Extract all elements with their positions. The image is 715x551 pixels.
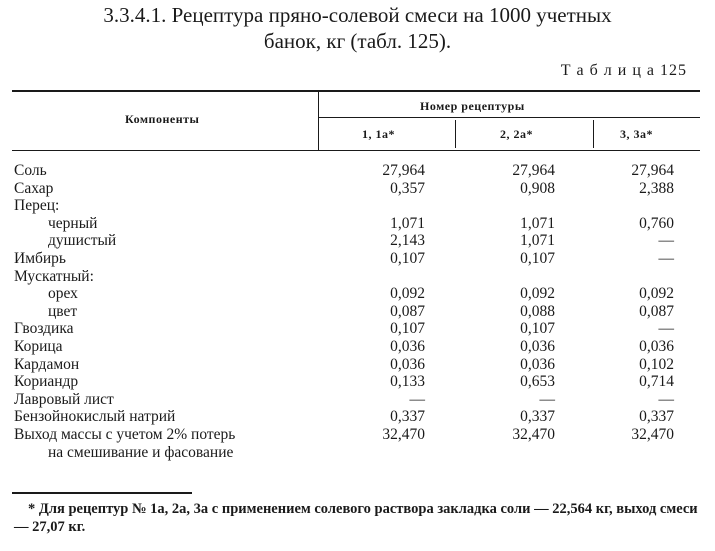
row-name: Лавровый лист <box>14 390 114 408</box>
row-name: цвет <box>48 302 78 320</box>
row-name: душистый <box>48 232 117 250</box>
row-value-v2: 0,337 <box>520 408 555 426</box>
row-value-v1: 0,107 <box>390 320 425 338</box>
header-divider-1 <box>318 92 319 150</box>
table-row <box>0 232 715 250</box>
table-row <box>0 373 715 391</box>
row-name: Бензойнокислый натрий <box>14 408 176 426</box>
table-row <box>0 180 715 198</box>
table-row <box>0 426 715 444</box>
row-value-v3: 27,964 <box>631 162 674 179</box>
row-value-v3: 0,337 <box>639 408 674 426</box>
row-value-v3: 32,470 <box>631 426 674 443</box>
row-value-v3: 0,087 <box>639 302 674 320</box>
row-value-v1: 0,092 <box>390 285 425 303</box>
row-name: Выход массы с учетом 2% потерь <box>14 426 236 443</box>
row-value-v2: 32,470 <box>512 426 555 443</box>
row-value-v2: 0,653 <box>520 373 555 391</box>
row-value-v1: 2,143 <box>390 232 425 250</box>
row-value-v2: 1,071 <box>520 214 555 232</box>
header-col-3: 3, 3а* <box>620 127 653 141</box>
table-row <box>0 250 715 268</box>
table-row <box>0 408 715 426</box>
row-name: Соль <box>14 162 47 179</box>
row-value-v2: — <box>539 390 555 408</box>
section-heading <box>0 2 715 54</box>
table-top-rule <box>12 90 700 92</box>
header-divider-2 <box>455 120 456 148</box>
row-value-v1: 32,470 <box>382 426 425 443</box>
row-value-v2: 0,036 <box>520 338 555 355</box>
row-name: Сахар <box>14 179 54 197</box>
table-row <box>0 162 715 180</box>
row-value-v3: 2,388 <box>639 179 674 197</box>
row-value-v3: 0,036 <box>639 338 674 355</box>
row-name: Имбирь <box>14 250 67 267</box>
row-value-v2: 0,107 <box>520 320 555 338</box>
row-value-v1: 0,107 <box>390 250 425 267</box>
row-value-v3: — <box>658 320 674 338</box>
table-row <box>0 268 715 286</box>
table-number-label: Т а б л и ц а 125 <box>560 62 687 79</box>
row-value-v1: 27,964 <box>382 162 425 179</box>
row-value-v3: — <box>658 390 674 408</box>
row-name: орех <box>48 285 78 303</box>
row-value-v1: 0,036 <box>390 355 425 373</box>
header-inner-rule <box>319 117 700 118</box>
row-value-v1: 0,337 <box>390 408 425 426</box>
row-value-v3: 0,714 <box>639 373 674 391</box>
row-value-v2: 0,036 <box>520 355 555 373</box>
header-col-1: 1, 1а* <box>362 127 395 141</box>
header-recipe-number: Номер рецептуры <box>420 99 525 113</box>
header-divider-3 <box>593 120 594 148</box>
table-row <box>0 338 715 356</box>
row-value-v2: 27,964 <box>512 162 555 179</box>
row-value-v1: 0,133 <box>390 373 425 391</box>
header-col-2: 2, 2а* <box>500 127 533 141</box>
header-components: Компоненты <box>125 112 200 126</box>
table-row <box>0 391 715 409</box>
table-row <box>0 320 715 338</box>
row-value-v2: 0,088 <box>520 302 555 320</box>
row-value-v3: 0,760 <box>639 214 674 232</box>
row-value-v3: — <box>658 250 674 267</box>
row-value-v3: — <box>658 232 674 250</box>
row-name: Кориандр <box>14 373 79 391</box>
row-name: Гвоздика <box>14 320 74 338</box>
heading-line-2: банок, кг (табл. 125). <box>263 29 452 53</box>
row-value-v1: 1,071 <box>390 214 425 232</box>
footnote-rule <box>12 492 192 494</box>
header-bottom-rule <box>12 150 700 151</box>
heading-line-1: 3.3.4.1. Рецептура пряно-солевой смеси на 1000 учетных <box>103 3 612 27</box>
table-row <box>0 303 715 321</box>
row-value-v2: 1,071 <box>520 232 555 250</box>
row-name: Перец: <box>14 197 60 215</box>
row-value-v3: 0,102 <box>639 355 674 373</box>
row-value-v2: 0,092 <box>520 285 555 303</box>
table-row <box>0 197 715 215</box>
table-row <box>0 285 715 303</box>
row-value-v1: 0,357 <box>390 179 425 197</box>
table-row <box>0 356 715 374</box>
row-name: Кардамон <box>14 355 80 373</box>
row-value-v1: 0,036 <box>390 338 425 355</box>
row-name: черный <box>48 214 98 232</box>
row-name: на смешивание и фасование <box>48 443 234 461</box>
table-row <box>0 215 715 233</box>
row-value-v2: 0,107 <box>520 250 555 267</box>
row-name: Мускатный: <box>14 267 94 285</box>
row-value-v1: 0,087 <box>390 302 425 320</box>
row-value-v1: — <box>409 390 425 408</box>
table-row <box>0 444 715 462</box>
footnote: * Для рецептур № 1а, 2а, 3а с применением солевого раствора закладка соли — 22,564 кг, выход смеси — 27,07 кг. <box>14 501 698 535</box>
row-value-v2: 0,908 <box>520 179 555 197</box>
row-name: Корица <box>14 338 63 355</box>
row-value-v3: 0,092 <box>639 285 674 303</box>
